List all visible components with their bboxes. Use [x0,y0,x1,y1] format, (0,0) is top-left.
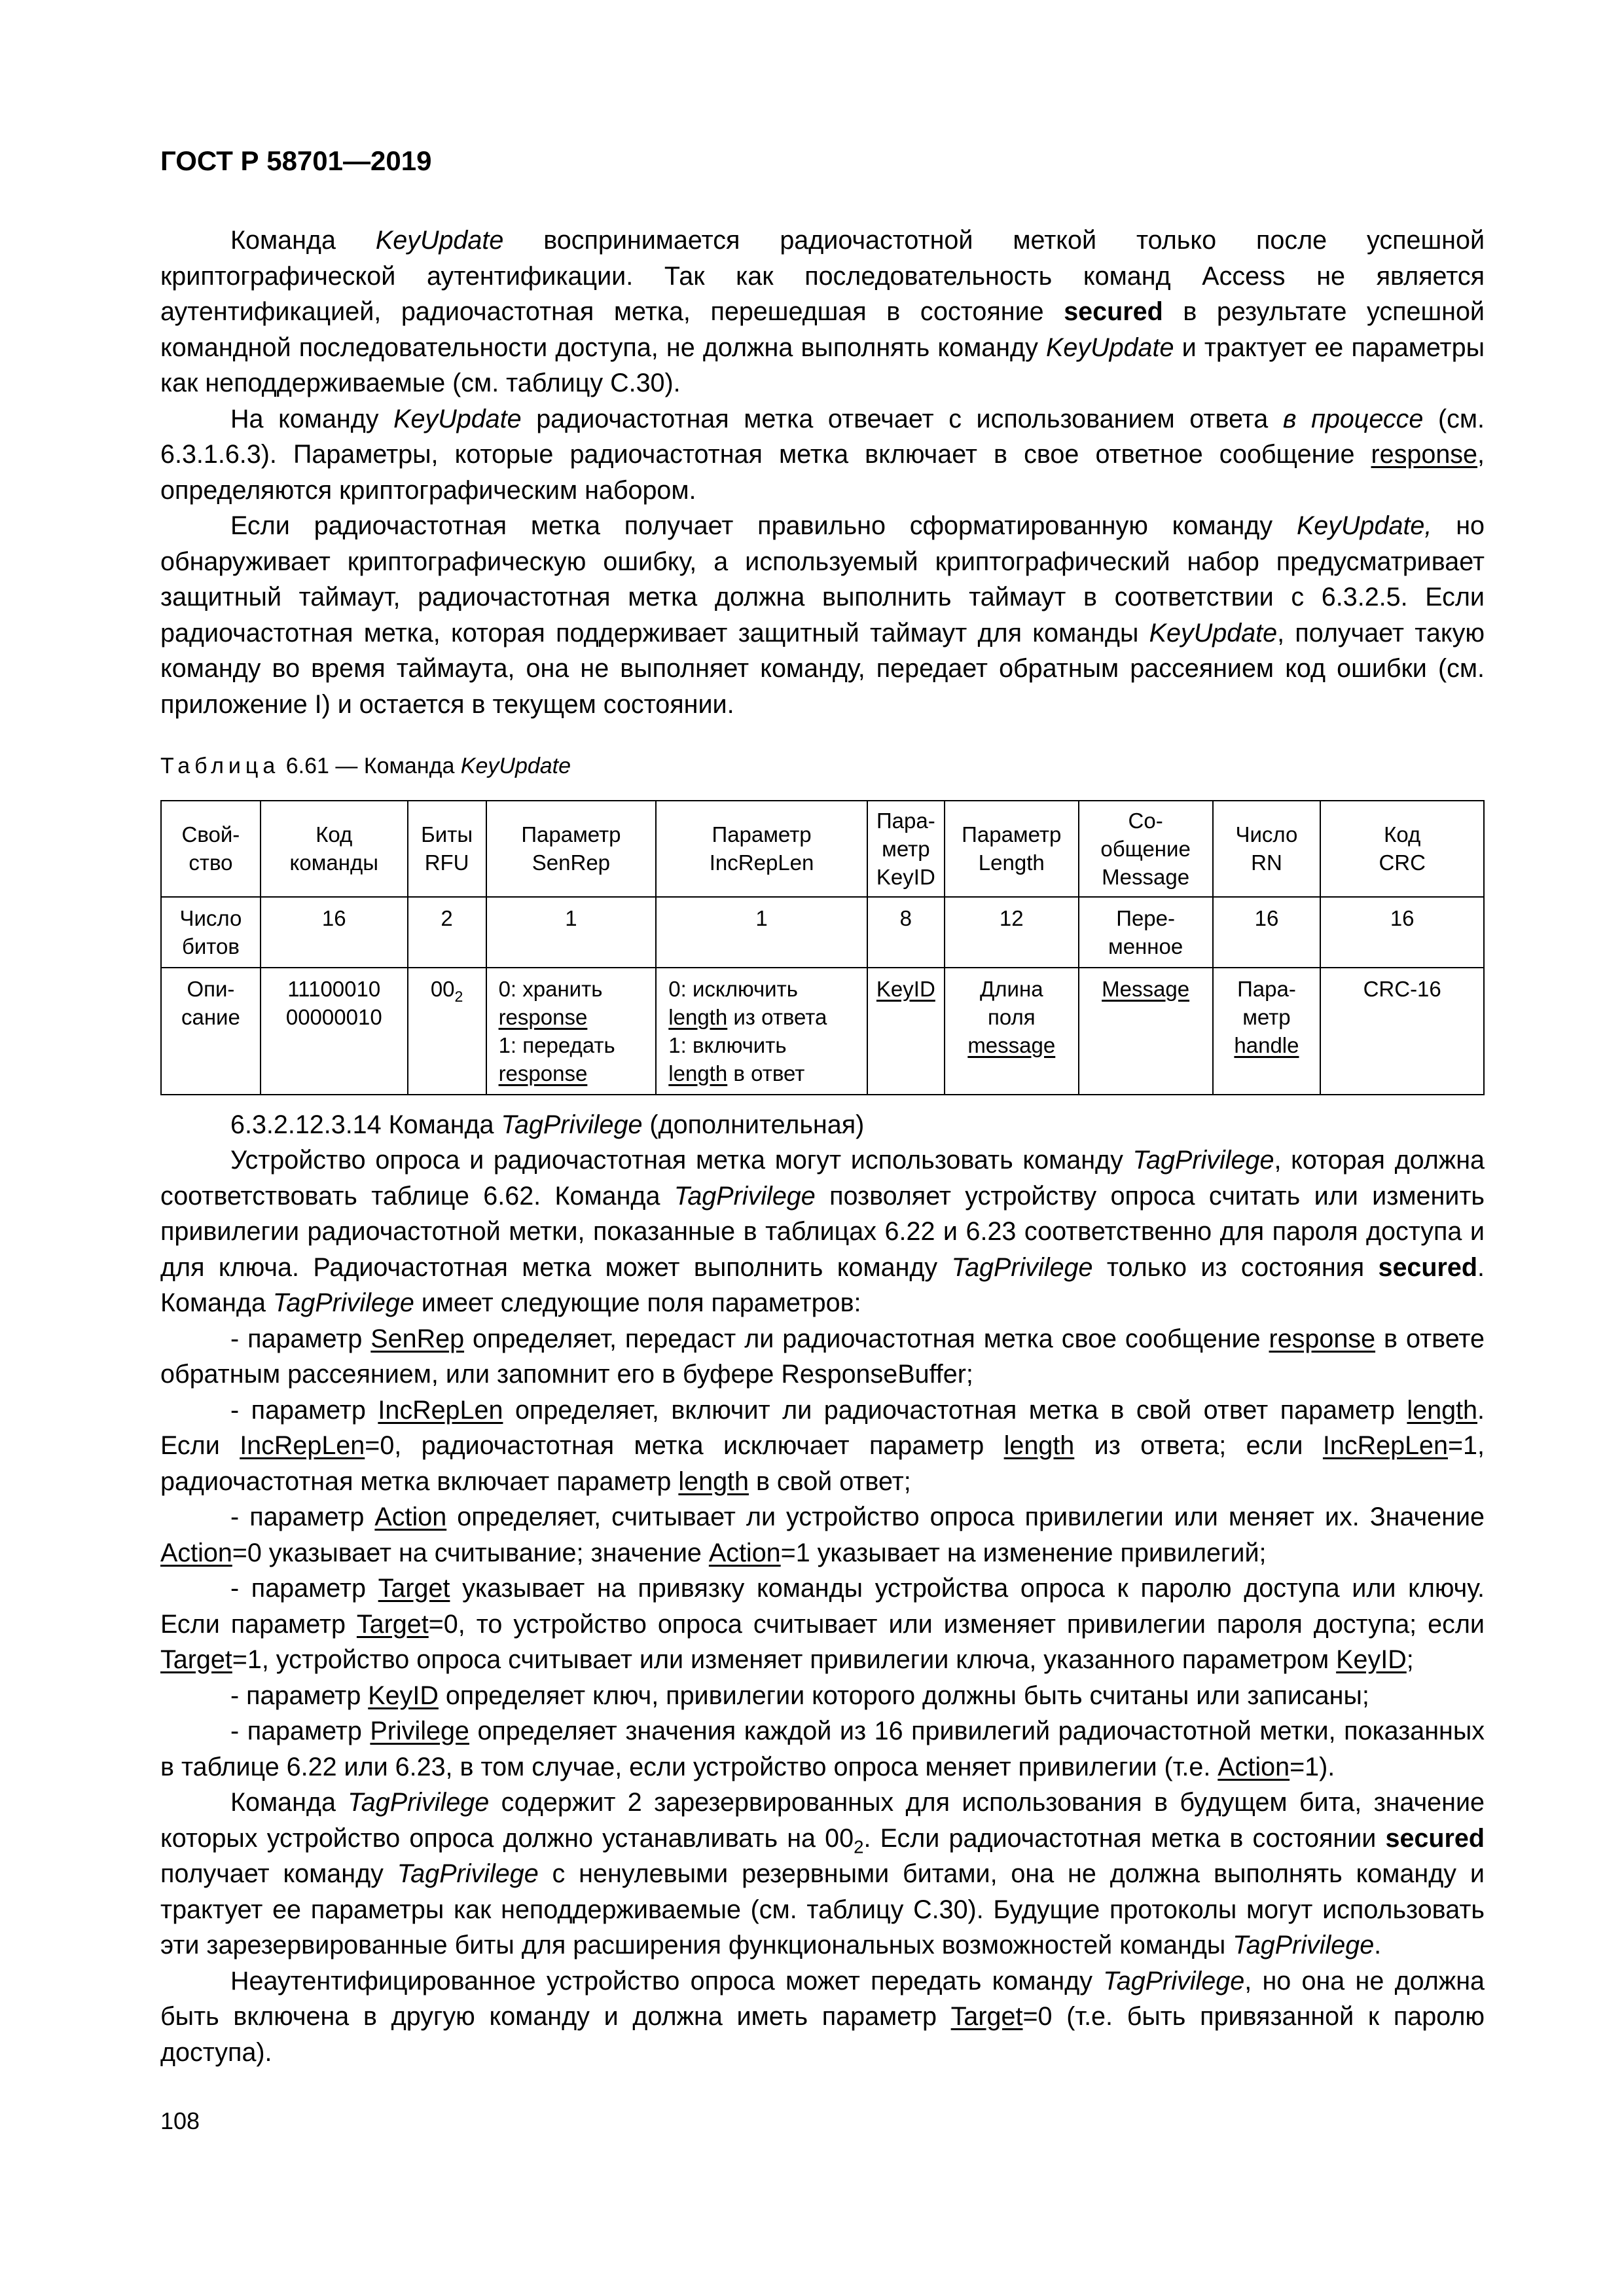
document-body [160,223,1485,2070]
table-cell: 16 [1213,897,1321,968]
table-cell: Число битов [161,897,261,968]
paragraph: Неаутентифицированное устройство опроса может передать команду TagPrivilege, но она не должна быть включена в другую команду и должна иметь параметр Target=0 (т.е. быть привязанной к паролю доступа). [160,1966,1485,2067]
table-cell: 1 [656,897,867,968]
header-cell-message: Со- общение Message [1079,801,1213,897]
list-item: - параметр KeyID определяет ключ, привилегии которого должны быть считаны или записаны; [230,1681,1369,1710]
header-cell-property: Свой- ство [161,801,261,897]
list-item: - параметр Privilege определяет значения каждой из 16 привилегий радиочастотной метки, показанных в таблице 6.22 или 6.23, в том случае, если устройство опроса меняет привилегии (т.е. Action=1). [160,1717,1485,1781]
paragraph: Устройство опроса и радиочастотная метка могут использовать команду TagPrivilege, которая должна соответствовать таблице 6.62. Команда TagPrivilege позволяет устройству опроса считать или изменить привилегии радиочастотной метки, показанные в таблицах 6.22 и 6.23 соответственно для пароля доступа и для ключа. Радиочастотная метка может выполнить команду TagPrivilege только из состояния secured. Команда TagPrivilege имеет следующие поля параметров: [160,1146,1485,1317]
table-cell: 2 [408,897,486,968]
paragraph: Команда KeyUpdate воспринимается радиочастотной меткой только после успешной криптографической аутентификации. Так как последовательность команд Access не является аутентификацией, радиочастотная метка, перешедшая в состояние secured в результате успешной командной последовательности доступа, не должна выполнять команду KeyUpdate и трактует ее параметры как неподдерживаемые (см. таблицу С.30). [160,226,1485,397]
header-cell-keyid: Пара- метр KeyID [867,801,945,897]
header-cell-senrep: Параметр SenRep [486,801,657,897]
table-cell: 1 [486,897,657,968]
header-cell-rfu-bits: Биты RFU [408,801,486,897]
section-heading: 6.3.2.12.3.14 Команда TagPrivilege (дополнительная) [230,1110,865,1139]
table-cell: Пара- метр handle [1213,968,1321,1095]
table-row-bits [161,897,1484,968]
table-cell: Пере- менное [1079,897,1213,968]
keyupdate-table [160,800,1485,1095]
list-item: - параметр Target указывает на привязку команды устройства опроса к паролю доступа или ключу. Если параметр Target=0, то устройство опроса считывает или изменяет привилегии пароля доступа; если Target=1, устройство опроса считывает или изменяет привилегии ключа, указанного параметром KeyID; [160,1574,1485,1674]
paragraph: Команда TagPrivilege содержит 2 зарезервированных для использования в будущем бита, значение которых устройство опроса должно устанавливать на $00_2$. Если радиочастотная метка в состоянии secured получает команду TagPrivilege с ненулевыми резервными битами, она не должна выполнять команду и трактует ее параметры как неподдерживаемые (см. таблицу С.30). Будущие протоколы могут использовать эти зарезервированные биты для расширения функциональных возможностей команды TagPrivilege. [160,1788,1485,1959]
list-item: - параметр IncRepLen определяет, включит ли радиочастотная метка в свой ответ параметр length. Если IncRepLen=0, радиочастотная метка исключает параметр length из ответа; если IncRepLen=1, радиочастотная метка включает параметр length в свой ответ; [160,1395,1485,1496]
header-cell-command-code: Код команды [261,801,408,897]
table-cell: 12 [945,897,1079,968]
table-row-description [161,968,1484,1095]
table-cell: 11100010 00000010 [261,968,408,1095]
header-cell-length: Параметр Length [945,801,1079,897]
table-cell: 0: хранить response 1: передать response [486,968,657,1095]
header-cell-rn: Число RN [1213,801,1321,897]
table-cell: 0: исключить length из ответа 1: включить length в ответ [656,968,867,1095]
table-cell: 16 [1320,897,1484,968]
list-item: - параметр Action определяет, считывает ли устройство опроса привилегии или меняет их. Значение Action=0 указывает на считывание; значение Action=1 указывает на изменение привилегий; [160,1503,1485,1567]
table-cell: Message [1079,968,1213,1095]
table-cell: Опи- сание [161,968,261,1095]
table-cell: 8 [867,897,945,968]
table-cell: KeyID [867,968,945,1095]
table-cell: Длина поля message [945,968,1079,1095]
header-cell-crc: Код CRC [1320,801,1484,897]
paragraph: Если радиочастотная метка получает правильно сформатированную команду KeyUpdate, но обнаруживает криптографическую ошибку, а используемый криптографический набор предусматривает защитный таймаут, радиочастотная метка должна выполнить таймаут в соответствии с 6.3.2.5. Если радиочастотная метка, которая поддерживает защитный таймаут для команды KeyUpdate, получает такую команду во время таймаута, она не выполняет команду, передает обратным рассеянием код ошибки (см. приложение I) и остается в текущем состоянии. [160,511,1485,719]
list-item: - параметр SenRep определяет, передаст ли радиочастотная метка свое сообщение response в ответе обратным рассеянием, или запомнит его в буфере ResponseBuffer; [160,1324,1485,1389]
table-header-row [161,801,1484,897]
table-cell: 16 [261,897,408,968]
header-cell-increplen: Параметр IncRepLen [656,801,867,897]
page-number: 108 [160,2107,200,2134]
table-caption: Таблица 6.61 — Команда KeyUpdate [160,754,571,778]
table-cell: $00_2$ [408,968,486,1095]
standard-designation: ГОСТ Р 58701—2019 [160,145,432,176]
paragraph: На команду KeyUpdate радиочастотная метка отвечает с использованием ответа в процессе (см. 6.3.1.6.3). Параметры, которые радиочастотная метка включает в свое ответное сообщение response, определяются криптографическим набором. [160,404,1485,505]
table-cell: CRC-16 [1320,968,1484,1095]
